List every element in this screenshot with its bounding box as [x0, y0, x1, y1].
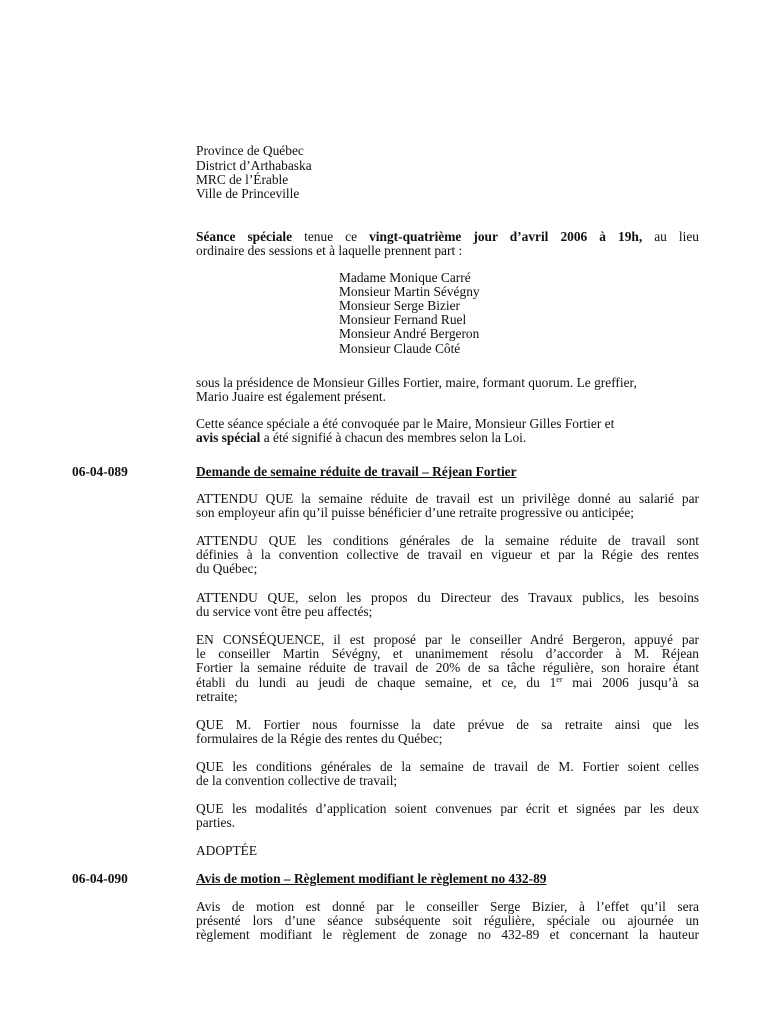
resolution-title-090: Avis de motion – Règlement modifiant le règlement no 432-89	[196, 871, 547, 886]
seance-bold-2: vingt-quatrième jour d’avril 2006 à 19h,	[369, 229, 643, 244]
r089-p4-l4	[196, 675, 699, 690]
attendee: Monsieur Serge Bizier	[339, 298, 460, 313]
avis-special: avis spécial	[196, 430, 261, 445]
seance-text-2: au lieu	[642, 229, 699, 244]
r089-p5-l1: QUE M. Fortier nous fournisse la date prévue de sa retraite ainsi que les	[196, 717, 699, 732]
r089-p2-l1: ATTENDU QUE les conditions générales de la semaine réduite de travail sont	[196, 533, 699, 548]
header-ville: Ville de Princeville	[196, 186, 300, 201]
r089-p4-l4-b: mai 2006 jusqu’à sa	[562, 675, 699, 690]
r089-p5-l2: formulaires de la Régie des rentes du Québec;	[196, 731, 443, 746]
convocation-line-2-rest: a été signifié à chacun des membres selon la Loi.	[260, 430, 527, 445]
seance-line-2: ordinaire des sessions et à laquelle prennent part :	[196, 243, 463, 258]
r089-p6-l1: QUE les conditions générales de la semaine de travail de M. Fortier soient celles	[196, 759, 699, 774]
header-district: District d’Arthabaska	[196, 158, 312, 173]
r089-p4-l2: le conseiller Martin Sévégny, et unanimement résolu d’accorder à M. Réjean	[196, 646, 699, 661]
convocation-line-1: Cette séance spéciale a été convoquée par le Maire, Monsieur Gilles Fortier et	[196, 416, 615, 431]
r089-p4-l4-a: établi du lundi au jeudi de chaque semaine, et ce, du 1	[196, 675, 557, 690]
attendee: Monsieur Fernand Ruel	[339, 312, 467, 327]
resolution-number-089: 06-04-089	[72, 464, 128, 479]
r089-p2-l3: du Québec;	[196, 561, 258, 576]
attendee: Madame Monique Carré	[339, 270, 471, 285]
r090-p1-l1: Avis de motion est donné par le conseiller Serge Bizier, à l’effet qu’il sera	[196, 899, 699, 914]
seance-bold-1: Séance spéciale	[196, 229, 293, 244]
r090-p1-l2: présenté lors d’une séance subséquente soit régulière, spéciale ou ajournée un	[196, 913, 699, 928]
attendee: Monsieur André Bergeron	[339, 326, 480, 341]
r089-p1-l2: son employeur afin qu’il puisse bénéficier d’une retraite progressive ou anticipée;	[196, 505, 635, 520]
r089-p3-l2: du service vont être peu affectés;	[196, 604, 373, 619]
resolution-number-090: 06-04-090	[72, 871, 128, 886]
attendee: Monsieur Martin Sévégny	[339, 284, 480, 299]
r089-p6-l2: de la convention collective de travail;	[196, 773, 398, 788]
seance-text-1: tenue ce	[292, 229, 370, 244]
presidence-line-1: sous la présidence de Monsieur Gilles Fortier, maire, formant quorum. Le greffier,	[196, 375, 637, 390]
r089-p4-l3: Fortier la semaine réduite de travail de 20% de sa tâche régulière, son horaire étant	[196, 660, 699, 675]
r089-p2-l2: définies à la convention collective de travail en vigueur et par la Régie des rentes	[196, 547, 699, 562]
r089-p4-l5: retraite;	[196, 689, 238, 704]
r090-p1-l3: règlement modifiant le règlement de zonage no 432-89 et concernant la hauteur	[196, 927, 699, 942]
r089-p4-l1: EN CONSÉQUENCE, il est proposé par le conseiller André Bergeron, appuyé par	[196, 632, 699, 647]
r089-adopted: ADOPTÉE	[196, 843, 257, 858]
header-province: Province de Québec	[196, 143, 304, 158]
r089-p7-l1: QUE les modalités d’application soient convenues par écrit et signées par les deux	[196, 801, 699, 816]
attendee: Monsieur Claude Côté	[339, 341, 461, 356]
r089-p3-l1: ATTENDU QUE, selon les propos du Directeur des Travaux publics, les besoins	[196, 590, 699, 605]
r089-p7-l2: parties.	[196, 815, 236, 830]
seance-line-1	[196, 229, 699, 244]
r089-p4-l4-sup: er	[556, 675, 563, 684]
resolution-title-089: Demande de semaine réduite de travail – Réjean Fortier	[196, 464, 517, 479]
convocation-line-2	[196, 430, 526, 445]
presidence-line-2: Mario Juaire est également présent.	[196, 389, 386, 404]
header-mrc: MRC de l’Érable	[196, 172, 289, 187]
r089-p1-l1: ATTENDU QUE la semaine réduite de travail est un privilège donné au salarié par	[196, 491, 699, 506]
